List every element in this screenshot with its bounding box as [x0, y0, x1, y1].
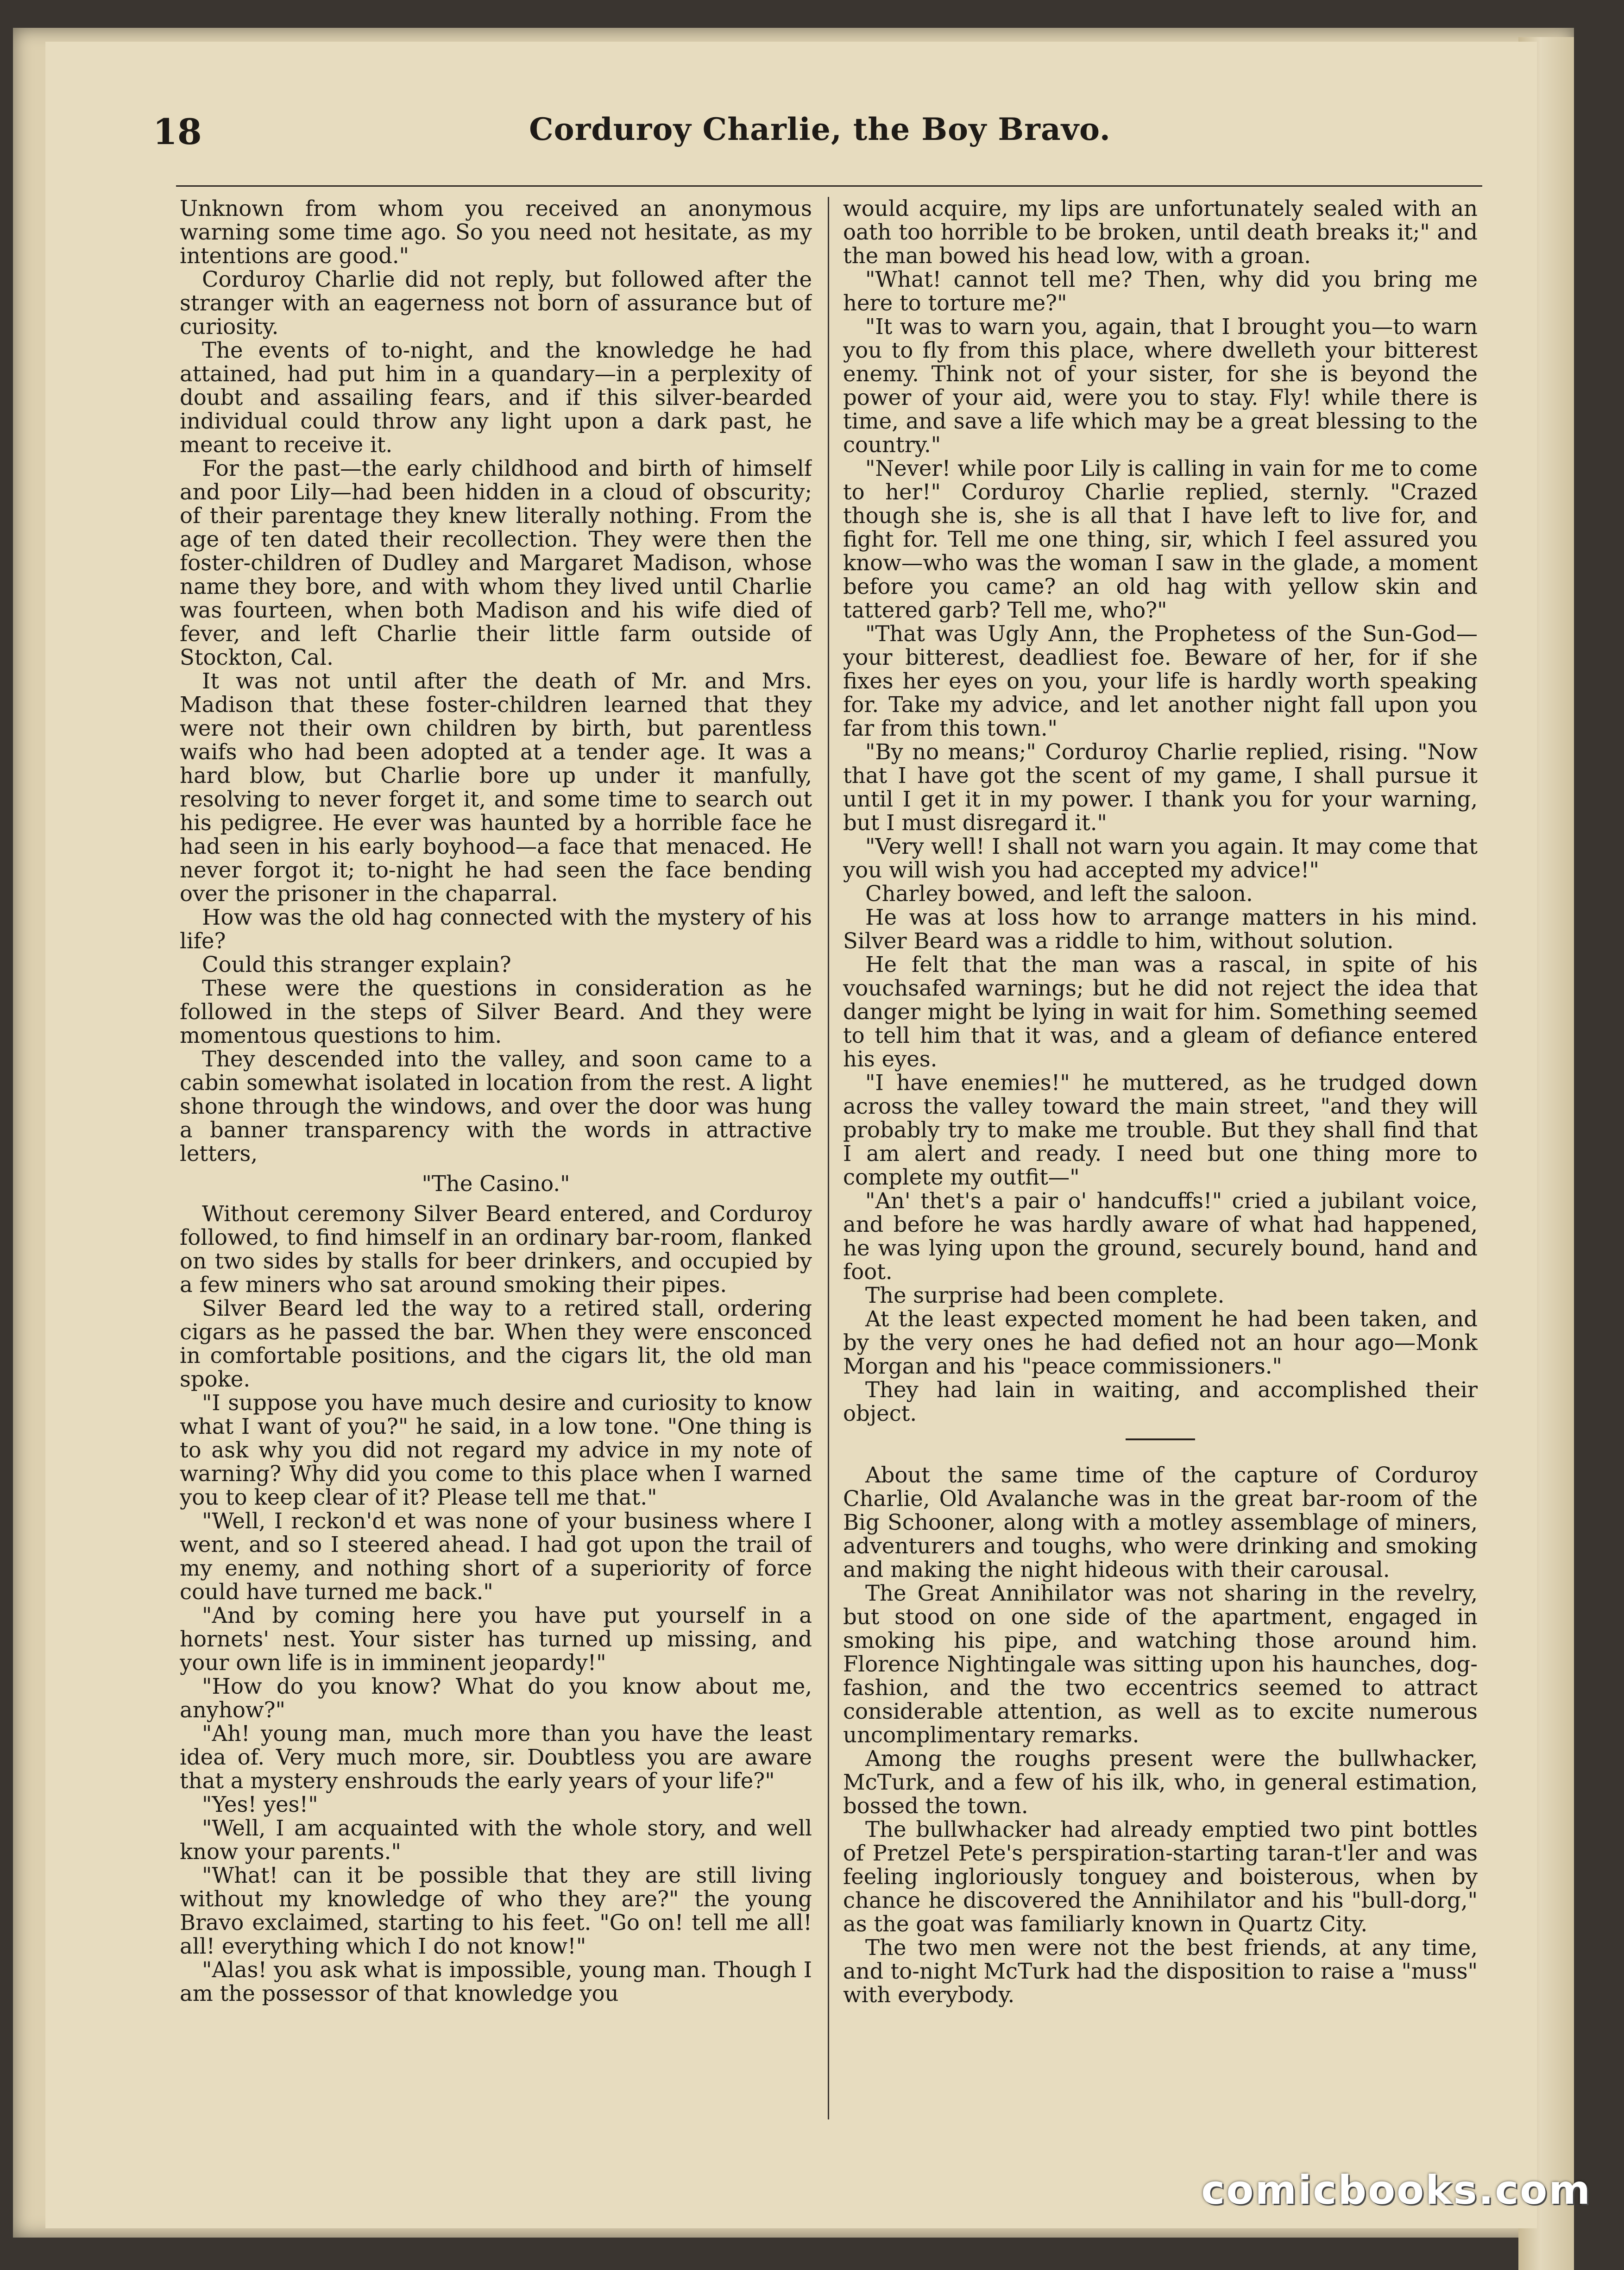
paragraph: would acquire, my lips are unfortunately sealed with an oath too horrible to be broken, until death breaks it;" and the man bowed his head low, with a groan.: [843, 197, 1478, 268]
page-header: [153, 97, 1487, 181]
paragraph: These were the questions in consideration as he followed in the steps of Silver Beard. And they were momentous questions to him.: [180, 976, 812, 1048]
paragraph: "Never! while poor Lily is calling in vain for me to come to her!" Corduroy Charlie replied, sternly. "Crazed though she is, she is all that I have left to live for, and fight for. Tell me one thing, sir, which I feel assured you know—who was the woman I saw in the glade, a moment before you came? an old hag with yellow skin and tattered garb? Tell me, who?": [843, 456, 1478, 623]
paragraph: "Ah! young man, much more than you have the least idea of. Very much more, sir. Doubtless you are aware that a mystery enshrouds the early years of your life?": [180, 1721, 812, 1793]
paragraph: They had lain in waiting, and accomplished their object.: [843, 1377, 1478, 1426]
paragraph: "It was to warn you, again, that I brought you—to warn you to fly from this place, where dwelleth your bitterest enemy. Think not of your sister, for she is beyond the power of your aid, were you to stay. Fly! while there is time, and save a life which may be a great blessing to the country.": [843, 314, 1478, 457]
paragraph: Silver Beard led the way to a retired stall, ordering cigars as he passed the bar. When they were ensconced in comfortable positions, and the cigars lit, the old man spoke.: [180, 1296, 812, 1392]
paragraph: About the same time of the capture of Corduroy Charlie, Old Avalanche was in the great bar-room of the Big Schooner, along with a motley assemblage of miners, adventurers and toughs, who were drinking and smoking and making the night hideous with their carousal.: [843, 1463, 1478, 1582]
page-number: 18: [153, 111, 202, 152]
sign-text: "The Casino.": [422, 1171, 570, 1196]
paragraph: "Well, I am acquainted with the whole story, and well know your parents.": [180, 1816, 812, 1864]
paragraph: "How do you know? What do you know about me, anyhow?": [180, 1674, 812, 1722]
header-rule: [176, 185, 1482, 187]
paragraph: The Great Annihilator was not sharing in the revelry, but stood on one side of the apartment, engaged in smoking his pipe, and watching those around him. Florence Nightingale was sitting upon his haunches, dog-fashion, and the two eccentrics seemed to attract considerable attention, as well as to excite numerous uncomplimentary remarks.: [843, 1581, 1478, 1747]
left-column: [180, 197, 812, 2129]
paragraph: "What! cannot tell me? Then, why did you bring me here to torture me?": [843, 267, 1478, 315]
paragraph: He felt that the man was a rascal, in spite of his vouchsafed warnings; but he did not reject the idea that danger might be lying in wait for him. Something seemed to tell him that it was, and a gleam of defiance entered his eyes.: [843, 952, 1478, 1072]
paragraph: "And by coming here you have put yourself in a hornets' nest. Your sister has turned up missing, and your own life is in imminent jeopardy!": [180, 1603, 812, 1675]
paragraph: The events of to-night, and the knowledge he had attained, had put him in a quandary—in a perplexity of doubt and assailing fears, and if this silver-bearded individual could throw any light upon a dark past, he meant to receive it.: [180, 338, 812, 457]
running-title: Corduroy Charlie, the Boy Bravo.: [529, 111, 1111, 147]
paragraph: "Alas! you ask what is impossible, young man. Though I am the possessor of that knowledge you: [180, 1957, 812, 2006]
paragraph: "I have enemies!" he muttered, as he trudged down across the valley toward the main street, "and they will probably try to make me trouble. But they shall find that I am alert and ready. I need but one thing more to complete my outfit—": [843, 1070, 1478, 1190]
paragraph: They descended into the valley, and soon came to a cabin somewhat isolated in location from the rest. A light shone through the windows, and over the door was hung a banner transparency with the words in attractive letters,: [180, 1047, 812, 1166]
paragraph: "Well, I reckon'd et was none of your business where I went, and so I steered ahead. I had got upon the trail of my enemy, and nothing short of a superiority of force could have turned me back.": [180, 1508, 812, 1604]
paragraph: "That was Ugly Ann, the Prophetess of the Sun-God—your bitterest, deadliest foe. Beware of her, for if she fixes her eyes on you, your life is hardly worth speaking for. Take my advice, and let another night fall upon you far from this town.": [843, 621, 1478, 741]
paragraph: He was at loss how to arrange matters in his mind. Silver Beard was a riddle to him, without solution.: [843, 905, 1478, 953]
paragraph: Could this stranger explain?: [202, 952, 511, 977]
paragraph: The bullwhacker had already emptied two pint bottles of Pretzel Pete's perspiration-starting taran-t'ler and was feeling ingloriously tonguey and boisterous, when by chance he discovered the Annihilator and his "bull-dorg," as the goat was familiarly known in Quartz City.: [843, 1817, 1478, 1936]
paragraph: Charley bowed, and left the saloon.: [865, 881, 1253, 906]
paragraph: It was not until after the death of Mr. and Mrs. Madison that these foster-children learned that they were not their own children by birth, but parentless waifs who had been adopted at a tender age. It was a hard blow, but Charlie bore up under it manfully, resolving to never forget it, and some time to search out his pedigree. He ever was haunted by a horrible face he had seen in his early boyhood—a face that menaced. He never forgot it; to-night he had seen the face bending over the prisoner in the chaparral.: [180, 668, 812, 906]
paragraph: "By no means;" Corduroy Charlie replied, rising. "Now that I have got the scent of my game, I shall pursue it until I get it in my power. I thank you for your warning, but I must disregard it.": [843, 739, 1478, 835]
paragraph: Unknown from whom you received an anonymous warning some time ago. So you need not hesitate, as my intentions are good.": [180, 197, 812, 268]
paragraph: At the least expected moment he had been taken, and by the very ones he had defied not an hour ago—Monk Morgan and his "peace commissioners.": [843, 1306, 1478, 1379]
paragraph: "I suppose you have much desire and curiosity to know what I want of you?" he said, in a low tone. "One thing is to ask why you did not regard my advice in my note of warning? Why did you come to this place when I warned you to keep clear of it? Please tell me that.": [180, 1390, 812, 1510]
paragraph: The surprise had been complete.: [865, 1283, 1225, 1308]
paragraph: Without ceremony Silver Beard entered, and Corduroy followed, to find himself in an ordinary bar-room, flanked on two sides by stalls for beer drinkers, and occupied by a few miners who sat around smoking their pipes.: [180, 1201, 812, 1297]
paragraph: "Yes! yes!": [202, 1792, 318, 1817]
paragraph: The two men were not the best friends, at any time, and to-night McTurk had the disposition to raise a "muss" with everybody.: [843, 1935, 1478, 2007]
paragraph: For the past—the early childhood and birth of himself and poor Lily—had been hidden in a cloud of obscurity; of their parentage they knew literally nothing. From the age of ten dated their recollection. They were then the foster-children of Dudley and Margaret Madison, whose name they bore, and with whom they lived until Charlie was fourteen, when both Madison and his wife died of fever, and left Charlie their little farm outside of Stockton, Cal.: [180, 456, 812, 670]
section-separator: [1126, 1438, 1195, 1440]
paragraph: Among the roughs present were the bullwhacker, McTurk, and a few of his ilk, who, in general estimation, bossed the town.: [843, 1746, 1478, 1818]
paragraph: "What! can it be possible that they are still living without my knowledge of who they are?" the young Bravo exclaimed, starting to his feet. "Go on! tell me all! all! everything which I do not know!": [180, 1863, 812, 1959]
paragraph: "Very well! I shall not warn you again. It may come that you will wish you had accepted my advice!": [843, 834, 1478, 883]
site-watermark: comicbooks.com: [1201, 2167, 1592, 2213]
paragraph: Corduroy Charlie did not reply, but followed after the stranger with an eagerness not born of assurance but of curiosity.: [180, 267, 812, 339]
right-column: [843, 197, 1478, 2129]
column-divider: [828, 197, 829, 2119]
paragraph: How was the old hag connected with the mystery of his life?: [180, 905, 812, 953]
paragraph: "An' thet's a pair o' handcuffs!" cried a jubilant voice, and before he was hardly aware of what had happened, he was lying upon the ground, securely bound, hand and foot.: [843, 1188, 1478, 1284]
